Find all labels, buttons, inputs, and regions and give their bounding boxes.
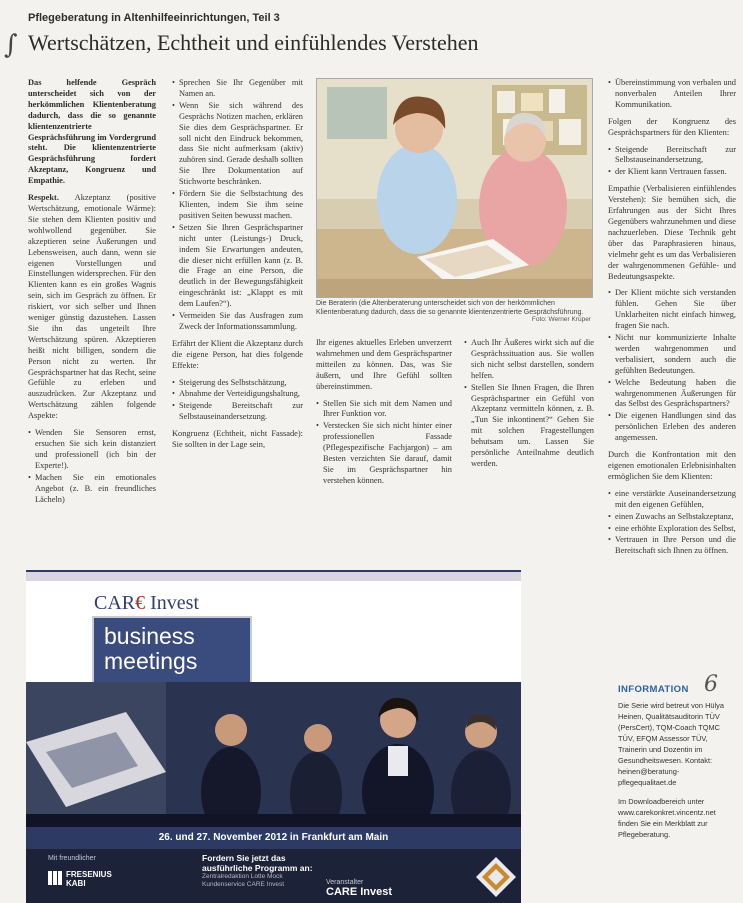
ad-badge-line-1: business — [104, 623, 195, 649]
ad-sponsor-label: Mit freundlicher — [48, 855, 96, 862]
list-item: • Abnahme der Verteidigungshaltung, — [172, 389, 303, 400]
bullet-list — [608, 78, 736, 111]
list-item: • Setzen Sie Ihren Gesprächspartner nicht unter (Leistungs-) Druck, indem Sie Erwartungen andeuten, die dieser nicht erfüllen kann (z. B. die Frage an eine Person, die deutlich in der Bewegungsfähigkeit eingeschränkt ist: „Klappt es mit dem Laufen?“). — [172, 223, 303, 310]
ad-badge-line-2: meetings — [104, 648, 198, 674]
list-item: • Stellen Sie sich mit dem Namen und Ihrer Funktion vor. — [316, 399, 452, 421]
ad-address-line-1: Zentralredaktion Lotte Mock — [202, 873, 283, 880]
ad-logo — [94, 592, 199, 615]
bullet-list — [608, 145, 736, 179]
ad-logo-suffix: Invest — [145, 592, 200, 614]
ad-organizer-name: CARE Invest — [326, 886, 393, 898]
paragraph-empathy: Empathie (Verbalisieren einfühlendes Verstehen): Sie bemühen sich, die Erfahrungen aus der Sicht Ihres Gegenübers wahrzunehmen und diese nachzuerleben. Diese Technik geht über das Paraphrasieren hinaus, vielmehr geht es um das Verbalisieren der wahrgenommenen Gefühle- und Bedeutungsaspekte. — [608, 184, 736, 281]
bullet-list — [172, 378, 303, 424]
run-in-heading: Respekt. — [28, 193, 59, 203]
paragraph-congruence: Kongruenz (Echtheit, nicht Fassade): Sie sollten in der Lage sein, — [172, 429, 303, 450]
paragraph-text: Akzeptanz (positive Wertschätzung, emotionale Wärme): Sie stehen dem Klienten positiv und wohlwollend gegenüber. Sie akzeptieren seine Äußerungen und Lebensweisen, auch dann, wenn sie eigenen Vorstellungen und Einstellungen widersprechen. Für den Klienten kann es ein großes Wagnis sein, sich im Gespräch zu öffnen. Er riskiert, vor sich selber und Ihnen weniger günstig dazustehen. Lassen Sie ihn das ungeteilt Ihre Wertschätzung spüren. Akzeptieren heißt nicht billigen, sondern die Person nicht zu werten. Ihr Gesprächspartner hat das Recht, seine Gefühle zu erleben und auszudrücken. Zur Akzeptanz und Wertschätzung zählen folgende Aspekte: — [28, 193, 156, 421]
list-item: • Sprechen Sie Ihr Gegenüber mit Namen an. — [172, 78, 303, 100]
paragraph-congruence-effects: Folgen der Kongruenz des Gesprächspartners für den Klienten: — [608, 116, 736, 137]
info-download-text: Im Downloadbereich unter www.carekonkret.vincentz.net finden Sie ein Merkblatt zur Pflegeberatung. — [618, 797, 716, 839]
list-item: • Die eigenen Handlungen sind das persönlichen Erleben des anderen angemessen. — [608, 411, 736, 444]
list-item: • einen Zuwachs an Selbstakzeptanz, — [608, 512, 736, 523]
article-lead: Das helfende Gespräch unterscheidet sich von der herkömmlichen Klientenberatung dadurch, dass die so genannte klientenzentrierte Gesprächsführung im Vordergrund steht. Die klientenzentrierte Gesprächsführung fordert Akzeptanz, Kongruenz und Empathie. — [28, 78, 156, 186]
ad-logo-prefix: CAR — [94, 592, 136, 614]
bullet-list — [608, 288, 736, 444]
paragraph-acceptance — [28, 193, 156, 422]
bullet-list — [464, 338, 594, 470]
article-column-2 — [172, 78, 303, 457]
bullet-list — [28, 428, 156, 505]
series-kicker: Pflegeberatung in Altenhilfeeinrichtungen, Teil 3 — [28, 12, 280, 24]
list-item: • Vertrauen in Ihre Person und die Bereitschaft sich Ihnen zu öffnen. — [608, 535, 736, 557]
ad-sponsor-name — [66, 870, 112, 888]
ad-order-block — [202, 853, 313, 889]
article-headline: Wertschätzen, Echtheit und einfühlendes Verstehen — [28, 30, 479, 55]
photo-credit: Foto: Werner Krüper — [531, 316, 591, 323]
handwritten-mark: ∫ — [4, 30, 18, 60]
paragraph-congruence-continued: Ihr eigenes aktuelles Erleben unverzerrt wahrnehmen und dem Gesprächspartner mitteilen zu können. Das, was Sie äußern, und Ihre Gefühl sollten übereinstimmen. — [316, 338, 452, 391]
article-photo — [316, 78, 593, 298]
ad-address-line-2: Kundenservice CARE Invest — [202, 881, 285, 888]
ad-event-date: 26. und 27. November 2012 in Frankfurt am Main — [26, 827, 521, 849]
handwritten-page-number: 6 — [704, 672, 718, 697]
paragraph-effects: Erfährt der Klient die Akzeptanz durch die eigene Person, hat dies folgende Effekte: — [172, 338, 303, 370]
ad-order-line-2: ausführliche Programm an: — [202, 863, 313, 873]
photo-caption: Die Beraterin (die Altenberaterung unterscheidet sich von der herkömmlichen Klientenberatung dadurch, dass die so genannte klientenzentrierte Gesprächsführung. — [316, 300, 584, 316]
article-column-1 — [28, 78, 156, 511]
ad-order-line-1: Fordern Sie jetzt das — [202, 853, 286, 863]
ad-organizer — [326, 879, 392, 898]
care-invest-diamond-icon — [474, 855, 518, 899]
article-column-4 — [464, 338, 594, 476]
list-item: • Steigende Bereitschaft zur Selbstauseinandersetzung, — [608, 145, 736, 167]
list-item: • Nicht nur kommunizierte Inhalte werden wahrgenommen und verbalisiert, sondern auch die gefühlten Bedeutungen. — [608, 333, 736, 377]
list-item: • Vermeiden Sie das Ausfragen zum Zweck der Informationssammlung. — [172, 311, 303, 333]
list-item: • Verstecken Sie sich nicht hinter einer professionellen Fassade (Pflegespezifische Fachjargon) – am Besten verzichten Sie darauf, damit Sie im Gesprächspartner hin verstehen können. — [316, 421, 452, 486]
list-item: • eine erhöhte Exploration des Selbst, — [608, 524, 736, 535]
list-item: • eine verstärkte Auseinandersetzung mit den eigenen Gefühlen, — [608, 489, 736, 511]
list-item: • Fördern Sie die Selbstachtung des Klienten, indem Sie ihm seine positiven Seiten bewusst machen. — [172, 189, 303, 222]
info-box — [618, 700, 736, 848]
list-item: • Steigerung des Selbstschätzung, — [172, 378, 303, 389]
ad-footer — [26, 849, 521, 903]
list-item: • Der Klient möchte sich verstanden fühlen. Gehen Sie über Unklarheiten nicht einfach hinweg, fragen Sie nach. — [608, 288, 736, 332]
fresenius-logo-icon — [48, 871, 62, 885]
ad-top-stripe — [26, 572, 521, 581]
info-author-text: Die Serie wird betreut von Hülya Heinen, Qualitätsauditorin TÜV (PersCert), TQM-Coach TQMC TÜV, EFQM Assessor TÜV, Trainerin und Dozentin im Gesundheitswesen. Kontakt: heinen@beratung-pflegequalitaet.de — [618, 701, 724, 787]
article-column-5 — [608, 78, 736, 563]
list-item: • Machen Sie ein emotionales Angebot (z. B. ein freundliches Lächeln) — [28, 473, 156, 506]
info-box-title: INFORMATION — [618, 684, 689, 695]
list-item: • der Klient kann Vertrauen fassen. — [608, 167, 736, 178]
advertisement — [26, 570, 521, 903]
list-item: • Stellen Sie Ihnen Fragen, die Ihren Gesprächspartner ein Gefühl von Akzeptanz vermitteln können, z. B. „Tun Sie inkontinent?“ Gehen Sie mit solchen Fragestellungen behutsam um. Lassen Sie persönliche Anteilnahme deutlich werden. — [464, 383, 594, 470]
ad-sponsor-name-2: KABI — [66, 879, 86, 888]
list-item: • Welche Bedeutung haben die wahrgenommenen Äußerungen für das Selbst des Gesprächspartners? — [608, 378, 736, 411]
bullet-list — [172, 78, 303, 333]
list-item: • Wenden Sie Sensoren ernst, ersuchen Sie sich kein distanziert und professionell (ich bin der Experte!). — [28, 428, 156, 472]
bullet-list — [608, 489, 736, 557]
bullet-list — [316, 399, 452, 487]
article-column-3 — [316, 338, 452, 493]
ad-meeting-photo — [26, 682, 521, 827]
list-item: • Wenn Sie sich während des Gesprächs Notizen machen, erklären Sie dies dem Gesprächspartner. Er soll nicht den Eindruck bekommen, dass Sie nicht aufmerksam (aktiv) zuhören sind. Gerade deshalb sollten Sie Ihre Dokumentation auf Stichworte beschränken. — [172, 101, 303, 188]
list-item: • Steigende Bereitschaft zur Selbstauseinandersetzung. — [172, 401, 303, 423]
ad-sponsor-name-1: FRESENIUS — [66, 870, 112, 879]
list-item: • Auch Ihr Äußeres wirkt sich auf die Gesprächssituation aus. Sie wollen sich nicht selbst darstellen, sondern helfen. — [464, 338, 594, 382]
paragraph-confrontation: Durch die Konfrontation mit den eigenen emotionalen Erlebnisinhalten ermöglichen Sie dem Klienten: — [608, 450, 736, 481]
ad-organizer-label: Veranstalter — [326, 879, 364, 886]
list-item: • Übereinstimmung von verbalen und nonverbalen Anteilen Ihrer Kommunikation. — [608, 78, 736, 111]
ad-logo-accent: € — [135, 592, 146, 614]
